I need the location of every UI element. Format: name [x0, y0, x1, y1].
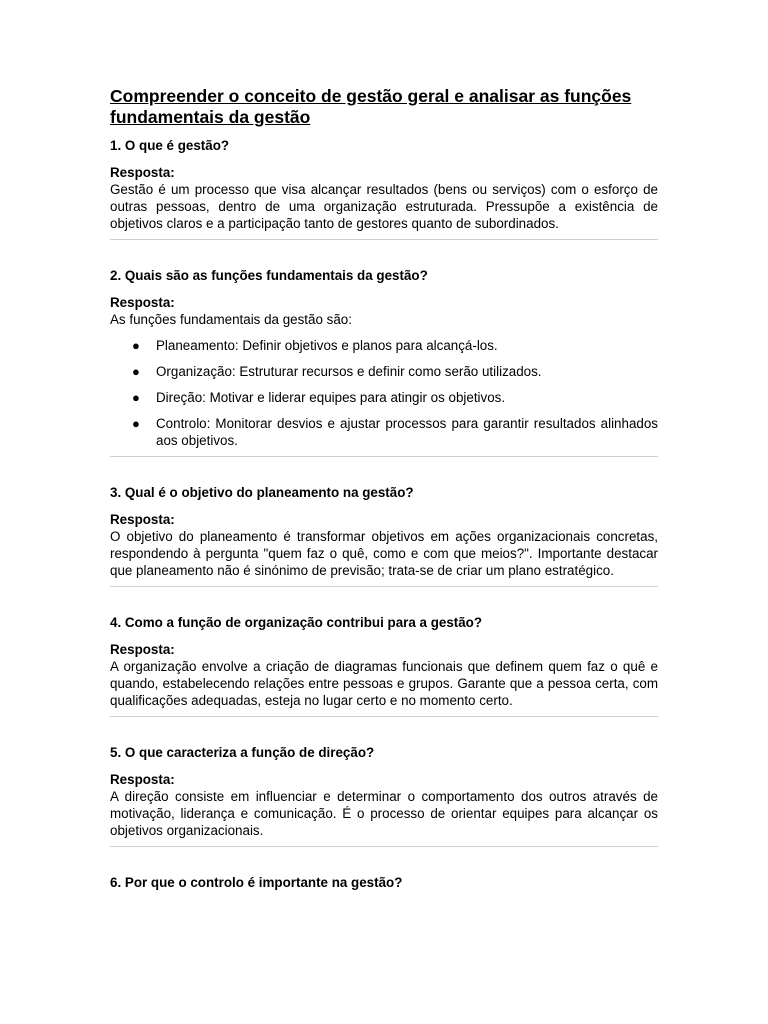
- answer-label-4: Resposta:: [110, 642, 175, 657]
- question-1: 1. O que é gestão?: [110, 138, 230, 153]
- section-divider: [110, 239, 658, 240]
- answer-3: O objetivo do planeamento é transformar objetivos em ações organizacionais concretas, respondendo à pergunta "quem faz o quê, como e com que meios?". Importante destacar que planeamento não é sinónimo de previsão; trata-se de criar um plano estratégico.: [110, 529, 658, 578]
- list-item-text: Planeamento: Definir objetivos e planos para alcançá-los.: [156, 338, 498, 353]
- section-divider: [110, 846, 658, 847]
- functions-list: [110, 337, 658, 449]
- section-divider: [110, 586, 658, 587]
- answer-2: As funções fundamentais da gestão são:: [110, 312, 352, 327]
- answer-4: A organização envolve a criação de diagramas funcionais que definem quem faz o quê e quando, estabelecendo relações entre pessoas e grupos. Garante que a pessoa certa, com qualificações adequadas, esteja no lugar certo e no momento certo.: [110, 659, 658, 708]
- list-item: [110, 363, 658, 380]
- question-4: 4. Como a função de organização contribui para a gestão?: [110, 615, 483, 630]
- answer-label-5: Resposta:: [110, 772, 175, 787]
- bullet-icon: ●: [132, 364, 140, 379]
- list-item: [110, 415, 658, 449]
- section-divider: [110, 456, 658, 457]
- document-page: [110, 86, 658, 901]
- list-item-text: Controlo: Monitorar desvios e ajustar processos para garantir resultados alinhados aos objetivos.: [156, 416, 658, 448]
- question-2: 2. Quais são as funções fundamentais da gestão?: [110, 268, 428, 283]
- list-item: [110, 389, 658, 406]
- qa-block-3: [110, 484, 658, 579]
- qa-block-1: [110, 137, 658, 232]
- document-title: Compreender o conceito de gestão geral e analisar as funções fundamentais da gestão: [110, 86, 632, 127]
- qa-block-6: [110, 874, 658, 891]
- answer-1: Gestão é um processo que visa alcançar resultados (bens ou serviços) com o esforço de outras pessoas, dentro de uma organização estruturada. Pressupõe a existência de objetivos claros e a participação tanto de gestores quanto de subordinados.: [110, 182, 658, 231]
- list-item-text: Direção: Motivar e liderar equipes para atingir os objetivos.: [156, 390, 506, 405]
- qa-block-5: [110, 744, 658, 839]
- section-divider: [110, 716, 658, 717]
- answer-label-3: Resposta:: [110, 512, 175, 527]
- bullet-icon: ●: [132, 390, 140, 405]
- question-6: 6. Por que o controlo é importante na gestão?: [110, 875, 403, 890]
- answer-label-2: Resposta:: [110, 295, 175, 310]
- bullet-icon: ●: [132, 416, 140, 431]
- list-item: [110, 337, 658, 354]
- list-item-text: Organização: Estruturar recursos e definir como serão utilizados.: [156, 364, 542, 379]
- qa-block-2: [110, 267, 658, 449]
- qa-block-4: [110, 614, 658, 709]
- bullet-icon: ●: [132, 338, 140, 353]
- answer-label-1: Resposta:: [110, 165, 175, 180]
- question-3: 3. Qual é o objetivo do planeamento na gestão?: [110, 485, 414, 500]
- answer-5: A direção consiste em influenciar e determinar o comportamento dos outros através de motivação, liderança e comunicação. É o processo de orientar equipes para alcançar os objetivos organizacionais.: [110, 789, 658, 838]
- question-5: 5. O que caracteriza a função de direção?: [110, 745, 375, 760]
